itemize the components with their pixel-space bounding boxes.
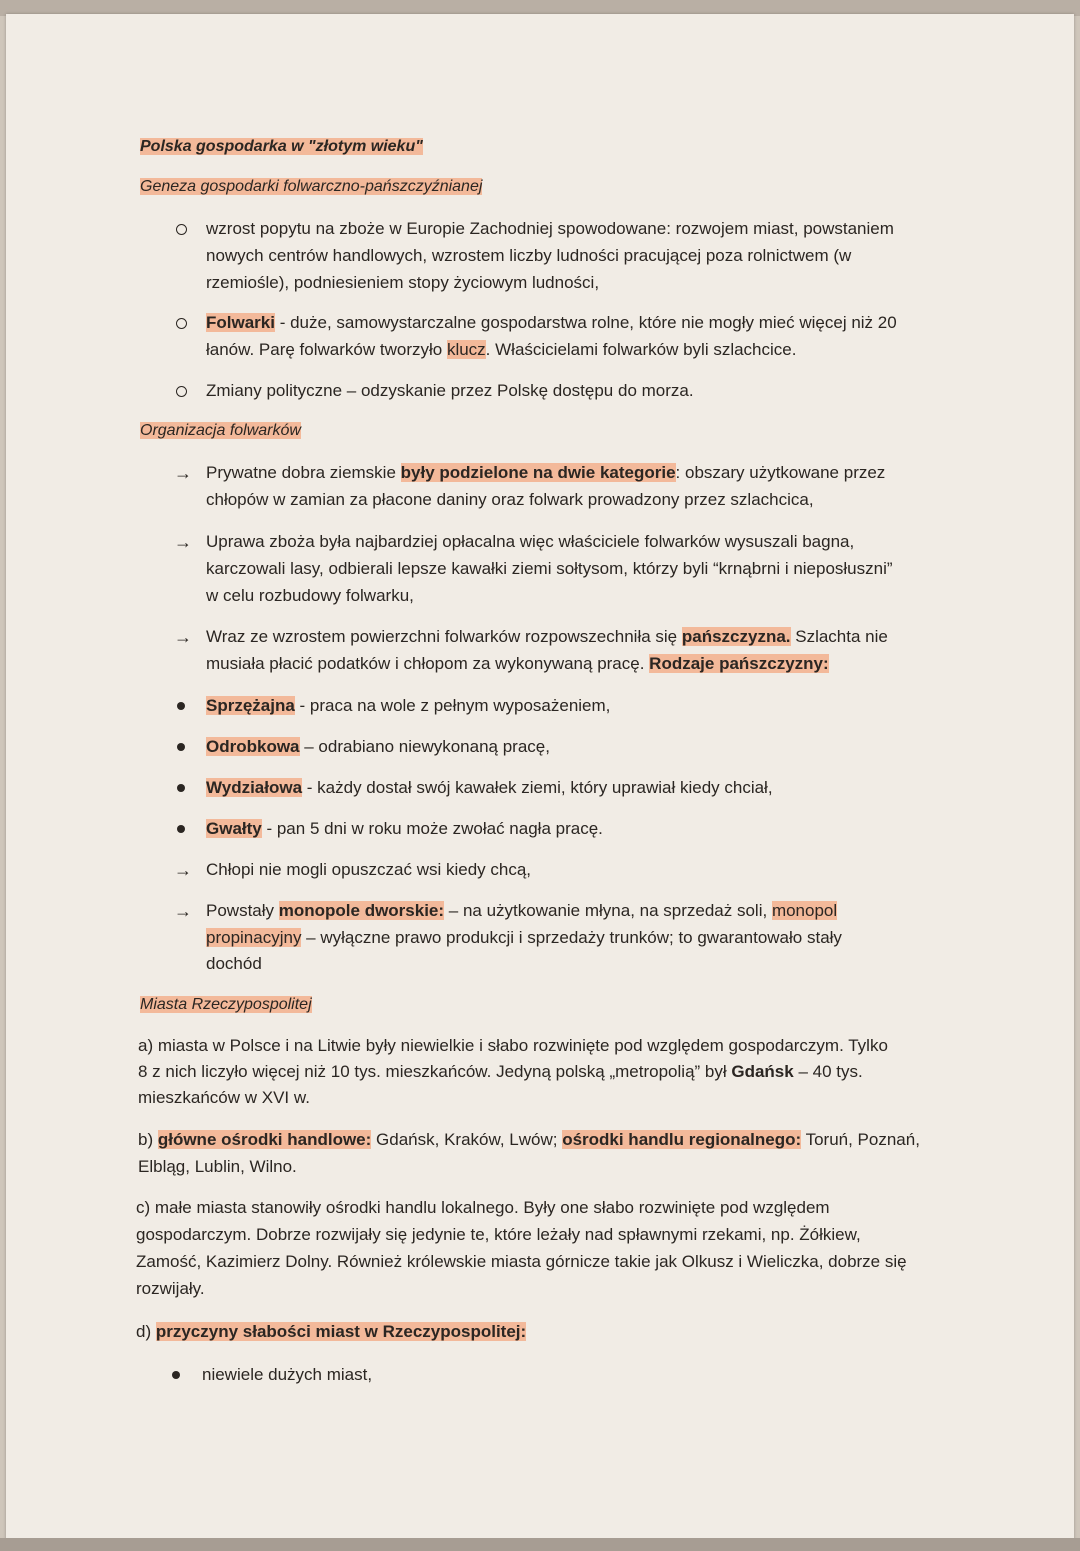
bullet-icon [177,743,185,751]
arrow-right-icon: → [174,463,192,483]
section-heading-geneza: Geneza gospodarki folwarczno-pańszczyźnianej [140,178,483,195]
arrow-right-icon: → [174,627,192,647]
circle-bullet-icon [176,318,187,329]
term-folwarki: Folwarki [206,313,275,332]
miasta-a-line-1: a) miasta w Polsce i na Litwie były niewielkie i słabo rozwinięte pod względem gospodarczym. Tylko [138,1036,888,1055]
geneza-item-3: Zmiany polityczne – odzyskanie przez Polskę dostępu do morza. [206,381,694,400]
circle-bullet-icon [176,224,187,235]
page-title: Polska gospodarka w "złotym wieku" [140,138,423,155]
organizacja-point-5-line-2: propinacyjny – wyłączne prawo produkcji i sprzedaży trunków; to gwarantowało stały [206,928,842,947]
bullet-icon [172,1371,180,1379]
organizacja-point-1-line-1: Prywatne dobra ziemskie były podzielone na dwie kategorie: obszary użytkowane przez [206,463,886,482]
organizacja-point-4: Chłopi nie mogli opuszczać wsi kiedy chcą, [206,860,532,879]
miasta-d-heading: d) przyczyny słabości miast w Rzeczypospolitej: [136,1322,527,1341]
circle-bullet-icon [176,386,187,397]
geneza-item-2-line-1: Folwarki - duże, samowystarczalne gospodarstwa rolne, które nie mogły mieć więcej niż 20 [206,313,897,332]
pańszczyzna-type-2: Odrobkowa – odrabiano niewykonaną pracę, [206,737,550,756]
arrow-right-icon: → [174,860,192,880]
organizacja-point-5-line-3: dochód [206,954,262,973]
geneza-item-2-line-2: łanów. Parę folwarków tworzyło klucz. Właścicielami folwarków byli szlachcice. [206,340,797,359]
photo-background-bottom [0,1538,1080,1551]
organizacja-point-1-line-2: chłopów w zamian za płacone daniny oraz folwark prowadzony przez szlachcica, [206,490,814,509]
pańszczyzna-type-4: Gwałty - pan 5 dni w roku może zwołać nagła pracę. [206,819,603,838]
bullet-icon [177,702,185,710]
organizacja-point-5-line-1: Powstały monopole dworskie: – na użytkowanie młyna, na sprzedaż soli, monopol [206,901,838,920]
organizacja-point-2-line-3: w celu rozbudowy folwarku, [206,586,414,605]
organizacja-point-3-line-1: Wraz ze wzrostem powierzchni folwarków rozpowszechniła się pańszczyzna. Szlachta nie [206,627,888,646]
geneza-item-1-line-3: rzemiośle), podniesieniem stopy życiowym ludności, [206,273,600,292]
geneza-item-1-line-2: nowych centrów handlowych, wzrostem liczby ludności pracującej poza rolnictwem (w [206,246,852,265]
geneza-item-1-line-1: wzrost popytu na zboże w Europie Zachodniej spowodowane: rozwojem miast, powstaniem [206,219,894,238]
section-heading-organizacja: Organizacja folwarków [140,422,301,439]
term-klucz: klucz [446,340,486,359]
miasta-a-line-3: mieszkańców w XVI w. [138,1088,310,1107]
miasta-c-line-1: c) małe miasta stanowiły ośrodki handlu lokalnego. Były one słabo rozwinięte pod względem [136,1198,830,1217]
miasta-c-line-2: gospodarczym. Dobrze rozwijały się jedynie te, które leżały nad spławnymi rzekami, np. Żółkiew, [136,1225,861,1244]
section-heading-miasta: Miasta Rzeczypospolitej [140,996,312,1013]
miasta-a-line-2: 8 z nich liczyło więcej niż 10 tys. mieszkańców. Jedyną polską „metropolią” był Gdańsk – 40 tys. [138,1062,863,1081]
arrow-right-icon: → [174,901,192,921]
organizacja-point-3-line-2: musiała płacić podatków i chłopom za wykonywaną pracę. Rodzaje pańszczyzny: [206,654,829,673]
document-content [6,14,1074,1544]
arrow-right-icon: → [174,532,192,552]
bullet-icon [177,825,185,833]
paper-sheet [6,14,1074,1544]
miasta-b-line-2: Elbląg, Lublin, Wilno. [138,1157,297,1176]
organizacja-point-2-line-2: karczowali lasy, odbierali lepsze kawałki ziemi sołtysom, którzy byli “krnąbrni i nieposłuszni” [206,559,893,578]
bullet-icon [177,784,185,792]
miasta-c-line-4: rozwijały. [136,1279,205,1298]
miasta-c-line-3: Zamość, Kazimierz Dolny. Również królewskie miasta górnicze takie jak Olkusz i Wieliczka, dobrze się [136,1252,907,1271]
organizacja-point-2-line-1: Uprawa zboża była najbardziej opłacalna więc właściciele folwarków wysuszali bagna, [206,532,855,551]
miasta-b-line-1: b) główne ośrodki handlowe: Gdańsk, Kraków, Lwów; ośrodki handlu regionalnego: Toruń, Poznań, [138,1130,920,1149]
miasta-d-item-1: niewiele dużych miast, [202,1365,373,1384]
pańszczyzna-type-3: Wydziałowa - każdy dostał swój kawałek ziemi, który uprawiał kiedy chciał, [206,778,773,797]
pańszczyzna-type-1: Sprzężajna - praca na wole z pełnym wyposażeniem, [206,696,611,715]
